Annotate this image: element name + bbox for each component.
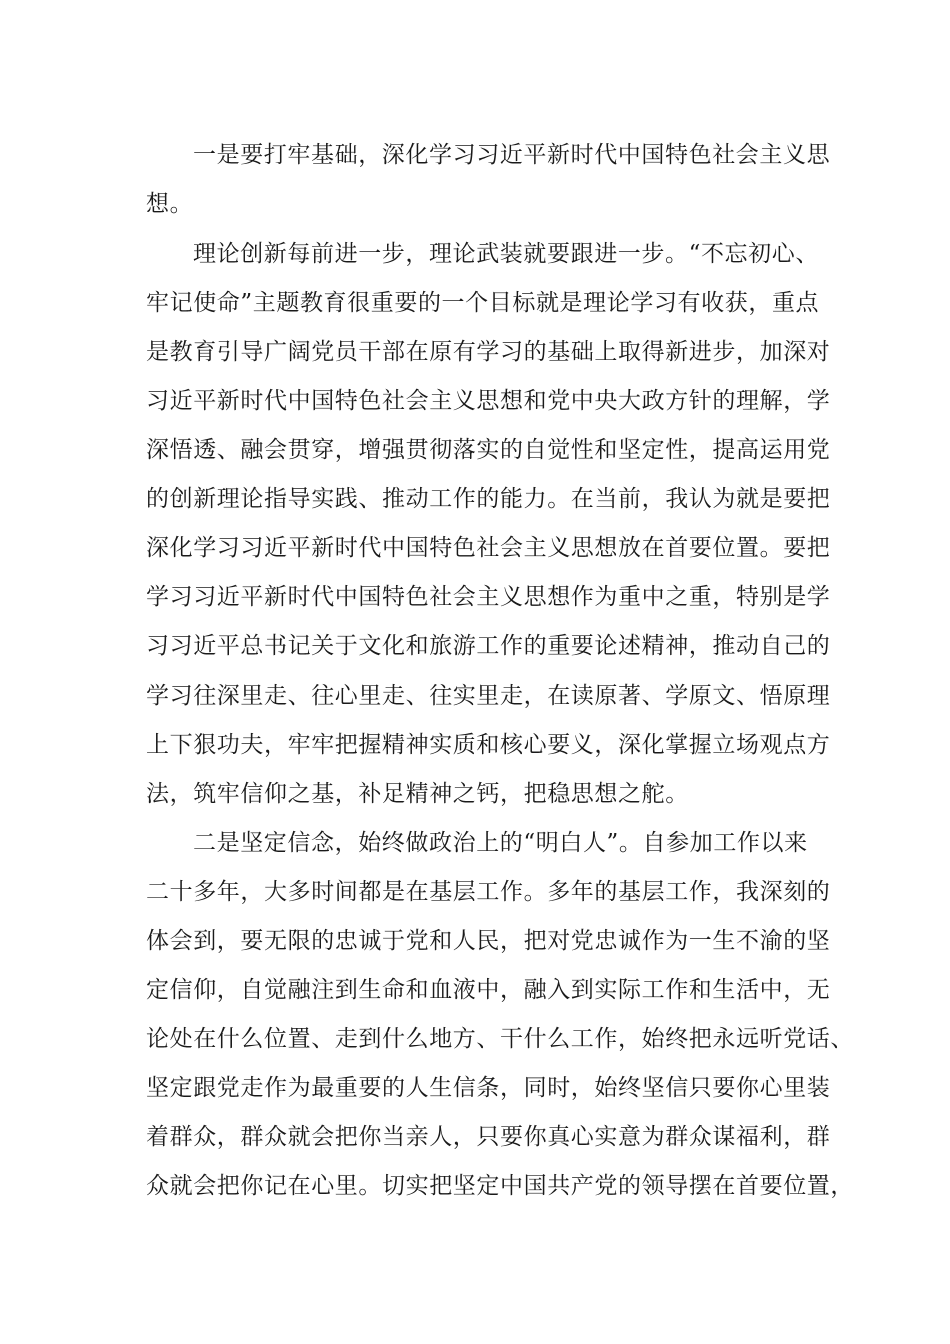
text-line: 法，筑牢信仰之基，补足精神之钙，把稳思想之舵。 (146, 781, 689, 807)
text-line: 论处在什么位置、走到什么地方、干什么工作，始终把永远听党话、 (146, 1026, 854, 1052)
text-line: 二是坚定信念，始终做政治上的“明白人”。自参加工作以来 (193, 830, 808, 856)
text-line: 学习习近平新时代中国特色社会主义思想作为重中之重，特别是学 (146, 584, 831, 610)
text-line: 定信仰，自觉融注到生命和血液中，融入到实际工作和生活中，无 (146, 977, 831, 1003)
text-line: 一是要打牢基础，深化学习习近平新时代中国特色社会主义思 (193, 142, 831, 168)
text-line: 着群众，群众就会把你当亲人，只要你真心实意为群众谋福利，群 (146, 1124, 831, 1150)
text-line: 习习近平总书记关于文化和旅游工作的重要论述精神，推动自己的 (146, 633, 831, 659)
text-line: 想。 (146, 191, 194, 217)
text-line: 深化学习习近平新时代中国特色社会主义思想放在首要位置。要把 (146, 535, 831, 561)
text-line: 习近平新时代中国特色社会主义思想和党中央大政方针的理解，学 (146, 388, 831, 414)
text-line: 众就会把你记在心里。切实把坚定中国共产党的领导摆在首要位置， (146, 1173, 854, 1199)
text-line: 牢记使命”主题教育很重要的一个目标就是理论学习有收获，重点 (146, 290, 820, 316)
text-line: 学习往深里走、往心里走、往实里走，在读原著、学原文、悟原理 (146, 683, 831, 709)
text-line: 上下狠功夫，牢牢把握精神实质和核心要义，深化掌握立场观点方 (146, 732, 831, 758)
text-line: 深悟透、融会贯穿，增强贯彻落实的自觉性和坚定性，提高运用党 (146, 437, 831, 463)
text-line: 是教育引导广阔党员干部在原有学习的基础上取得新进步，加深对 (146, 339, 831, 365)
text-line: 的创新理论指导实践、推动工作的能力。在当前，我认为就是要把 (146, 486, 831, 512)
text-line: 二十多年，大多时间都是在基层工作。多年的基层工作，我深刻的 (146, 879, 831, 905)
text-line: 体会到，要无限的忠诚于党和人民，把对党忠诚作为一生不渝的坚 (146, 928, 831, 954)
text-line: 理论创新每前进一步，理论武装就要跟进一步。“不忘初心、 (193, 241, 819, 267)
text-line: 坚定跟党走作为最重要的人生信条，同时，始终坚信只要你心里装 (146, 1075, 831, 1101)
